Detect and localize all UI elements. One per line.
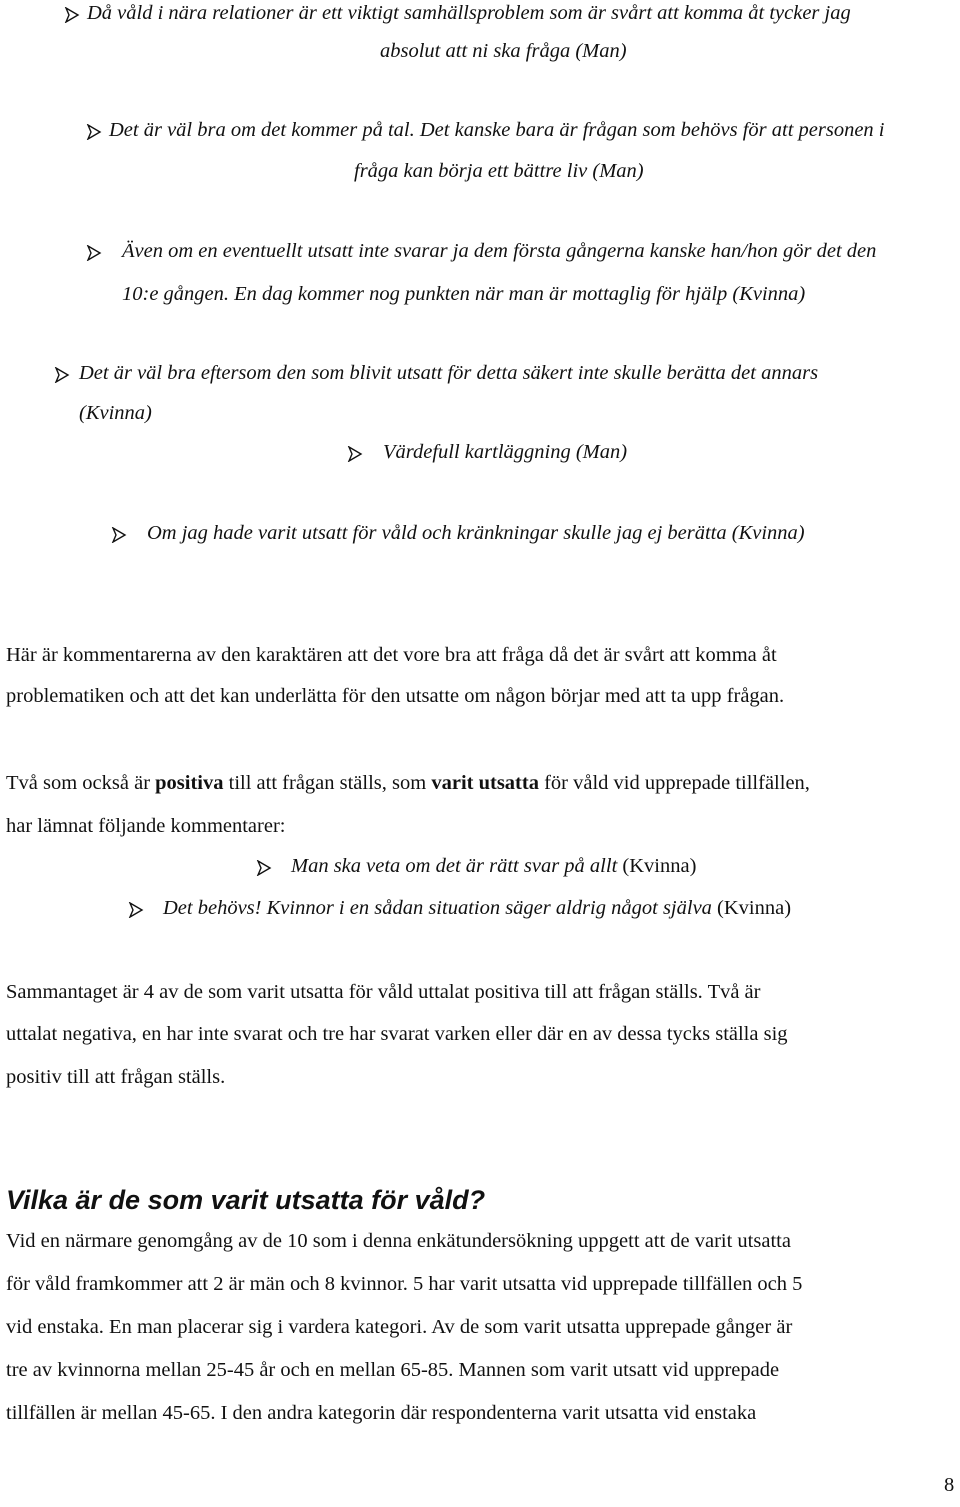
quote-2-line-2: fråga kan börja ett bättre liv (Man) bbox=[354, 160, 644, 182]
quote-4-line-2: (Kvinna) bbox=[79, 402, 152, 424]
arrow-bullet-icon bbox=[86, 245, 102, 261]
emphasis-varit-utsatta: varit utsatta bbox=[431, 772, 539, 794]
arrow-bullet-icon bbox=[64, 7, 80, 23]
paragraph-2-line-1 bbox=[6, 772, 810, 795]
quote-7 bbox=[291, 855, 696, 878]
section-heading: Vilka är de som varit utsatta för våld? bbox=[6, 1185, 486, 1215]
quote-1-line-1: Då våld i nära relationer är ett viktigt samhällsproblem som är svårt att komma åt tycker jag bbox=[87, 2, 851, 24]
emphasis-positiva: positiva bbox=[155, 772, 224, 794]
quote-5-line-1: Värdefull kartläggning (Man) bbox=[383, 441, 628, 463]
arrow-bullet-icon bbox=[256, 860, 272, 876]
paragraph-4-line-2: för våld framkommer att 2 är män och 8 kvinnor. 5 har varit utsatta vid upprepade tillfällen och 5 bbox=[6, 1273, 803, 1295]
quote-7-attribution: (Kvinna) bbox=[617, 855, 697, 877]
arrow-bullet-icon bbox=[111, 527, 127, 543]
quote-8 bbox=[163, 897, 791, 920]
paragraph-3-line-2: uttalat negativa, en har inte svarat och tre har svarat varken eller där en av dessa tycks ställa sig bbox=[6, 1023, 788, 1045]
quote-6-line-1: Om jag hade varit utsatt för våld och kränkningar skulle jag ej berätta (Kvinna) bbox=[147, 522, 805, 544]
quote-8-italic: Det behövs! Kvinnor i en sådan situation säger aldrig något själva bbox=[163, 897, 712, 919]
paragraph-2-text-c: till att frågan ställs, som bbox=[223, 772, 432, 794]
paragraph-2-text-a: Två som också är bbox=[6, 772, 156, 794]
paragraph-3-line-3: positiv till att frågan ställs. bbox=[6, 1066, 226, 1088]
arrow-bullet-icon bbox=[347, 446, 363, 462]
paragraph-1-line-1: Här är kommentarerna av den karaktären att det vore bra att fråga då det är svårt att komma åt bbox=[6, 644, 777, 666]
quote-2-line-1: Det är väl bra om det kommer på tal. Det kanske bara är frågan som behövs för att personen i bbox=[109, 119, 885, 141]
quote-3-line-1: Även om en eventuellt utsatt inte svarar ja dem första gångerna kanske han/hon gör det den bbox=[122, 240, 877, 262]
paragraph-3-line-1: Sammantaget är 4 av de som varit utsatta för våld uttalat positiva till att frågan ställs. Två är bbox=[6, 981, 761, 1003]
arrow-bullet-icon bbox=[86, 124, 102, 140]
paragraph-2-text-e: för våld vid upprepade tillfällen, bbox=[538, 772, 810, 794]
quote-3-line-2: 10:e gången. En dag kommer nog punkten när man är mottaglig för hjälp (Kvinna) bbox=[122, 283, 806, 305]
paragraph-4-line-3: vid enstaka. En man placerar sig i vardera kategori. Av de som varit utsatta upprepade gånger är bbox=[6, 1316, 793, 1338]
quote-4-line-1: Det är väl bra eftersom den som blivit utsatt för detta säkert inte skulle berätta det annars bbox=[79, 362, 819, 384]
paragraph-1-line-2: problematiken och att det kan underlätta för den utsatte om någon börjar med att ta upp frågan. bbox=[6, 685, 785, 707]
paragraph-4-line-5: tillfällen är mellan 45-65. I den andra kategorin där respondenterna varit utsatta vid enstaka bbox=[6, 1402, 757, 1424]
arrow-bullet-icon bbox=[54, 367, 70, 383]
page-number: 8 bbox=[944, 1474, 955, 1496]
quote-7-italic: Man ska veta om det är rätt svar på allt bbox=[291, 855, 618, 877]
paragraph-4-line-1: Vid en närmare genomgång av de 10 som i denna enkätundersökning uppgett att de varit utsatta bbox=[6, 1230, 791, 1252]
quote-1-line-2: absolut att ni ska fråga (Man) bbox=[380, 40, 627, 62]
quote-8-attribution: (Kvinna) bbox=[711, 897, 792, 919]
arrow-bullet-icon bbox=[128, 902, 144, 918]
paragraph-2-line-2: har lämnat följande kommentarer: bbox=[6, 815, 286, 837]
paragraph-4-line-4: tre av kvinnorna mellan 25-45 år och en mellan 65-85. Mannen som varit utsatt vid upprepade bbox=[6, 1359, 780, 1381]
